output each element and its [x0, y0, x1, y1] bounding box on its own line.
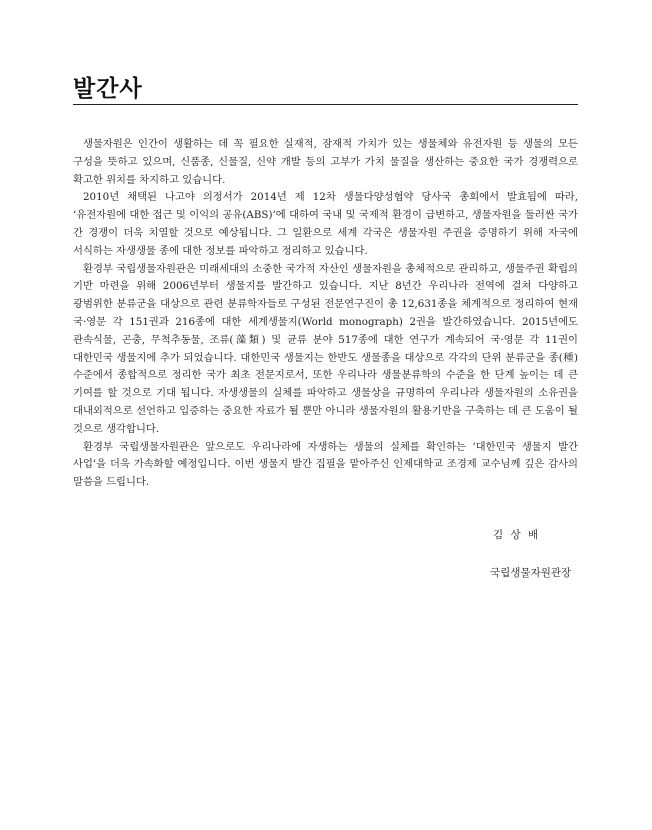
page-title: 발간사	[73, 76, 143, 102]
signature-title: 국립생물자원관장	[490, 567, 572, 579]
preface-body	[73, 136, 578, 492]
paragraph-2: 2010년 채택된 나고야 의정서가 2014년 제 12차 생물다양성협약 당사국 총회에서 발효됨에 따라, ‘유전자원에 대한 접근 및 이익의 공유(ABS)’에 대하여 국내 및 국제적 환경이 급변하고, 생물자원을 둘러싼 국가 간 경쟁이 더욱 치열할 것으로 예상됩니다. 그 일환으로 세계 각국은 생물자원 주권을 증명하기 위해 자국에 서식하는 자생생물 종에 대한 정보를 파악하고 정리하고 있습니다.	[73, 191, 578, 257]
paragraph-3: 환경부 국립생물자원관은 미래세대의 소중한 국가적 자산인 생물자원을 총체적으로 관리하고, 생물주권 확립의 기반 마련을 위해 2006년부터 생물지를 발간하고 있습니다. 지난 8년간 우리나라 전역에 걸쳐 다양하고 광범위한 분류군을 대상으로 관련 분류학자들로 구성된 전문연구진이 총 12,631종을 체계적으로 정리하여 현재 국·영문 각 151권과 216종에 대한 세계생물지(World monograph) 2권을 발간하였습니다. 2015년에도 관속식물, 곤충, 무척추동물, 조류(藻類) 및 균류 분야 517종에 대한 연구가 계속되어 국·영문 각 11권이 대한민국 생물지에 추가 되었습니다. 대한민국 생물지는 한반도 생물종을 대상으로 각각의 단위 분류군을 종(種) 수준에서 종합적으로 정리한 국가 최초 전문지로서, 또한 우리나라 생물분류학의 수준을 한 단계 높이는 데 큰 기여를 할 것으로 기대 됩니다. 자생생물의 실체를 파악하고 생물상을 규명하여 우리나라 생물자원의 소유권을 대내외적으로 선언하고 입증하는 중요한 자료가 될 뿐만 아니라 생물자원의 활용기반을 구축하는 데 큰 도움이 될 것으로 생각합니다.	[73, 262, 578, 435]
paragraph-1: 생물자원은 인간이 생활하는 데 꼭 필요한 실재적, 잠재적 가치가 있는 생물체와 유전자원 등 생물의 모든 구성을 뜻하고 있으며, 신품종, 신물질, 신약 개발 등의 고부가 가치 물질을 생산하는 중요한 국가 경쟁력으로 확고한 위치를 차지하고 있습니다.	[73, 138, 578, 186]
paragraph-4: 환경부 국립생물자원관은 앞으로도 우리나라에 자생하는 생물의 실체를 확인하는 ‘대한민국 생물지 발간 사업’을 더욱 가속화할 예정입니다. 이번 생물지 발간 집필을 맡아주신 인제대학교 조경제 교수님께 깊은 감사의 말씀을 드립니다.	[73, 440, 578, 489]
signature-name: 김 상 배	[493, 529, 541, 541]
title-underline-divider	[73, 104, 578, 105]
